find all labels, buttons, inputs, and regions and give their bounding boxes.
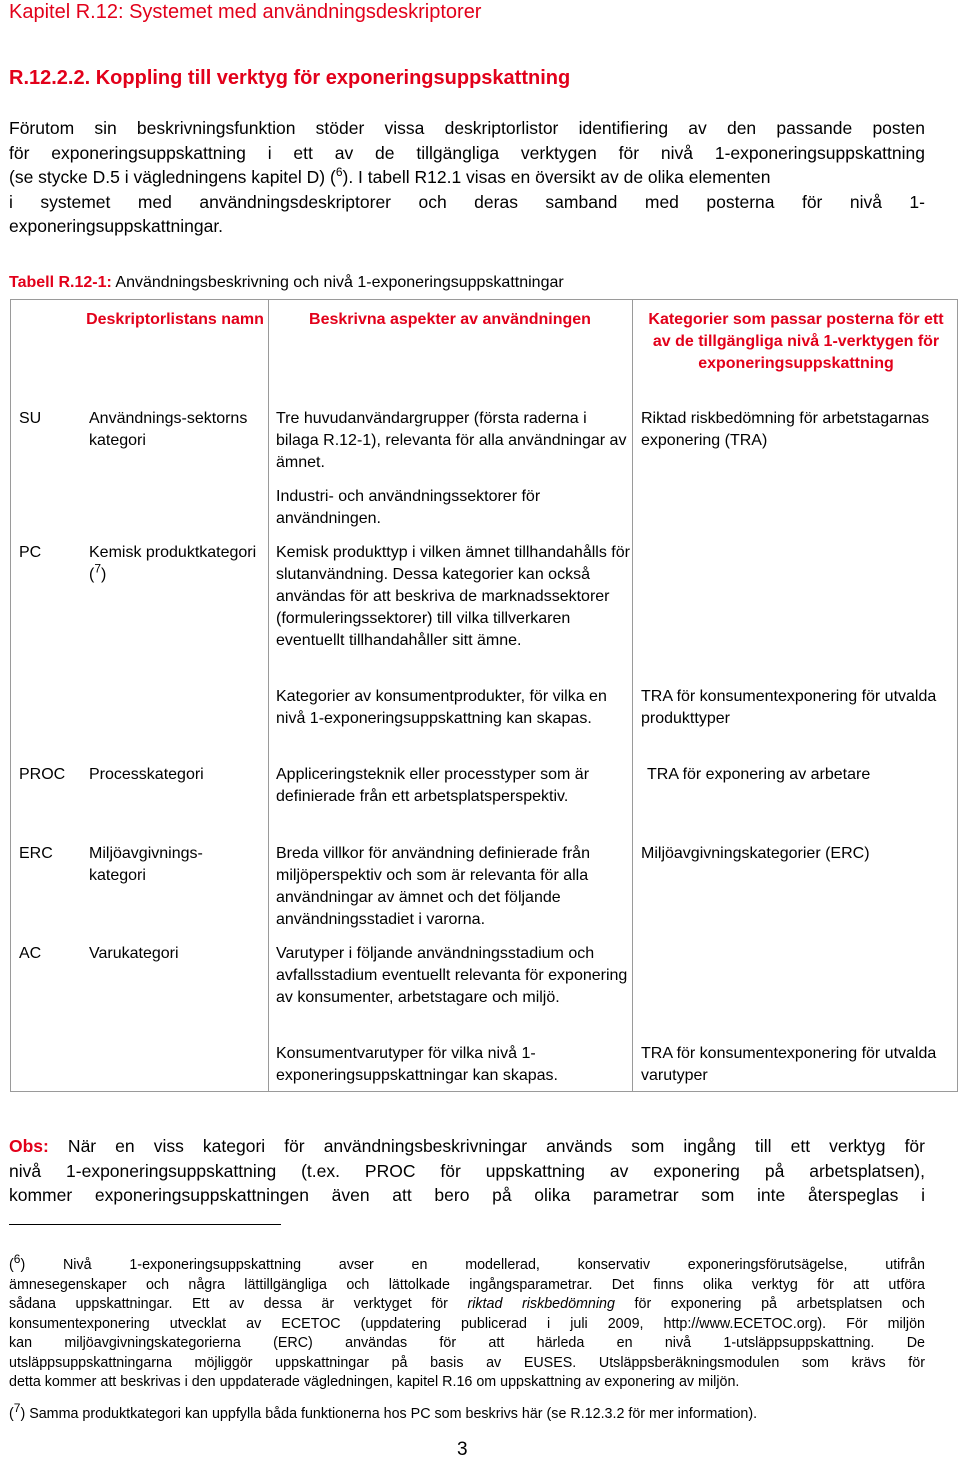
row-code-ac: AC xyxy=(19,945,42,962)
row-aspect-proc: Appliceringsteknik eller processtyper som är definierade från ett arbetsplatsperspektiv. xyxy=(276,766,590,805)
row-aspect-erc: Breda villkor för användning definierade från miljöperspektiv och som är relevanta för alla användningar av ämnet och det följande användningsstadiet i varorna. xyxy=(276,845,590,928)
footnote-line: kan miljöavgivningskategorierna (ERC) användas för att härleda en nivå 1-utsläppsuppskattning. De xyxy=(9,1335,925,1351)
intro-text: (se stycke D.5 i vägledningens kapitel D) ( xyxy=(9,167,336,187)
footnote-emphasis: riktad riskbedömning xyxy=(467,1296,615,1312)
footnote-text: Samma produktkategori kan uppfylla båda funktionerna hos PC som beskrivs här (se R.12.3.2 för mer information). xyxy=(25,1406,758,1422)
row-aspect-pc-1: Kemisk produkttyp i vilken ämnet tillhandahålls för slutanvändning. Dessa kategorier kan också användas för att beskriva de marknadssektorer (formuleringssektorer) till vilka tillverkaren eventuellt tillhandahåller sitt ämne. xyxy=(276,544,630,649)
row-name-su: Användnings-sektorns kategori xyxy=(89,410,248,449)
row-aspect-ac-2: Konsumentvarutyper för vilka nivå 1-exponeringsuppskattningar kan skapas. xyxy=(276,1045,558,1084)
footnote-text: Nivå 1-exponeringsuppskattning avser en modellerad, konservativ exponeringsförutsägelse, utifrån xyxy=(25,1257,925,1273)
footnote-line: konsumentexponering utvecklat av ECETOC (uppdatering publicerad i juli 2009, http://www.ECETOC.org). För miljön xyxy=(9,1315,925,1332)
row-aspect-su-2: Industri- och användningssektorer för användningen. xyxy=(276,488,541,527)
footnote-ref-7[interactable]: 7 xyxy=(94,561,102,576)
footnote-6-number: 6 xyxy=(13,1252,21,1267)
intro-line: exponeringsuppskattningar. xyxy=(9,216,224,236)
footnote-line: ämnesegenskaper och några lättillgängliga och lättolkade ingångsparametrar. Det finns olika verktyg för att utföra xyxy=(9,1276,925,1293)
row-name-ac: Varukategori xyxy=(89,945,179,962)
intro-line: Förutom sin beskrivningsfunktion stöder vissa deskriptorlistor identifiering av den passande posten xyxy=(9,118,925,138)
footnote-7: ($^7$) Samma produktkategori kan uppfylla båda funktionerna hos PC som beskrivs här (se R.12.3.2 för mer information). xyxy=(9,1401,758,1422)
footnote-line: ($^6$) Nivå 1-exponeringsuppskattning avser en modellerad, konservativ exponeringsförutsägelse, utifrån xyxy=(9,1252,925,1273)
footnote-line: utsläppsuppskattningarna möjliggör uppskattningar på basis av EUSES. Utsläppsberäkningsmodulen som krävs för xyxy=(9,1354,925,1371)
footnote-line: detta kommer att beskrivas i den uppdaterade vägledningen, kapitel R.16 om uppskattning av exponering av miljön. xyxy=(9,1374,740,1390)
row-code-pc: PC xyxy=(19,544,42,561)
footnote-text: sådana uppskattningar. Ett av dessa är verktyget för xyxy=(9,1296,468,1312)
intro-line xyxy=(9,165,925,190)
obs-line: nivå 1-exponeringsuppskattning (t.ex. PROC för uppskattning av exponering på arbetsplatsen), xyxy=(9,1160,925,1181)
table-caption xyxy=(9,273,564,293)
footnote-line xyxy=(9,1295,925,1315)
header-categories: Kategorier som passar posterna för ett av de tillgängliga nivå 1-verktygen för exponeringsuppskattning xyxy=(648,311,944,372)
obs-line: kommer exponeringsuppskattningen även att bero på olika parametrar som inte återspeglas i xyxy=(9,1185,925,1205)
row-name-pc-end: ) xyxy=(101,566,107,583)
footnote-7-number: 7 xyxy=(13,1401,21,1416)
row-name-pc xyxy=(89,542,259,586)
header-name: Deskriptorlistans namn xyxy=(86,311,264,328)
table-caption-label: Tabell R.12-1: xyxy=(9,274,112,291)
footnote-separator xyxy=(9,1224,281,1225)
row-category-erc: Miljöavgivningskategorier (ERC) xyxy=(641,845,870,862)
row-code-erc: ERC xyxy=(19,845,53,862)
page-number: 3 xyxy=(457,1439,468,1460)
table-border xyxy=(957,299,958,1092)
row-code-proc: PROC xyxy=(19,766,66,783)
table-border xyxy=(10,299,11,1092)
row-category-proc: TRA för exponering av arbetare xyxy=(647,766,871,783)
row-aspect-pc-2: Kategorier av konsumentprodukter, för vilka en nivå 1-exponeringsuppskattning kan skapas. xyxy=(276,688,607,727)
section-title: R.12.2.2. Koppling till verktyg för exponeringsuppskattning xyxy=(9,67,571,89)
row-name-erc: Miljöavgivnings-kategori xyxy=(89,845,203,884)
table-border xyxy=(268,299,269,1092)
intro-text: ). I tabell R12.1 visas en översikt av de olika elementen xyxy=(342,167,771,187)
table-border xyxy=(10,1091,958,1092)
table-border xyxy=(632,299,633,1092)
table-caption-text: Användningsbeskrivning och nivå 1-exponeringsuppskattningar xyxy=(111,274,564,291)
footnote-ref-6[interactable]: 6 xyxy=(335,165,343,180)
footnote-6 xyxy=(9,1252,925,1393)
table-border xyxy=(10,299,958,300)
obs-label: Obs: xyxy=(9,1136,49,1156)
row-category-su: Riktad riskbedömning för arbetstagarnas exponering (TRA) xyxy=(641,410,930,449)
row-aspect-ac-1: Varutyper i följande användningsstadium och avfallsstadium eventuellt relevanta för exponering av konsumenter, arbetstagare och miljö. xyxy=(276,945,628,1006)
intro-line: för exponeringsuppskattning i ett av de tillgängliga verktygen för nivå 1-exponeringsuppskattning xyxy=(9,142,925,163)
row-code-su: SU xyxy=(19,410,42,427)
row-category-ac: TRA för konsumentexponering för utvalda varutyper xyxy=(641,1045,937,1084)
row-aspect-su-1: Tre huvudanvändargrupper (första raderna i bilaga R.12-1), relevanta för alla användningar av ämnet. xyxy=(276,410,627,471)
obs-line xyxy=(9,1134,925,1159)
obs-note xyxy=(9,1134,925,1208)
row-name-proc: Processkategori xyxy=(89,766,204,783)
usage-descriptor-table xyxy=(10,299,958,1092)
intro-line: i systemet med användningsdeskriptorer och deras samband med posterna för nivå 1- xyxy=(9,191,925,212)
row-name-pc-text: Kemisk produktkategori ( xyxy=(89,544,257,583)
chapter-title: Kapitel R.12: Systemet med användningsdeskriptorer xyxy=(9,1,482,23)
footnote-text: för exponering på arbetsplatsen och xyxy=(614,1296,925,1312)
intro-paragraph xyxy=(9,116,925,239)
obs-text: När en viss kategori för användningsbeskrivningar används som ingång till ett verktyg för xyxy=(48,1136,925,1156)
header-aspects: Beskrivna aspekter av användningen xyxy=(309,311,591,328)
row-category-pc: TRA för konsumentexponering för utvalda produkttyper xyxy=(641,688,937,727)
